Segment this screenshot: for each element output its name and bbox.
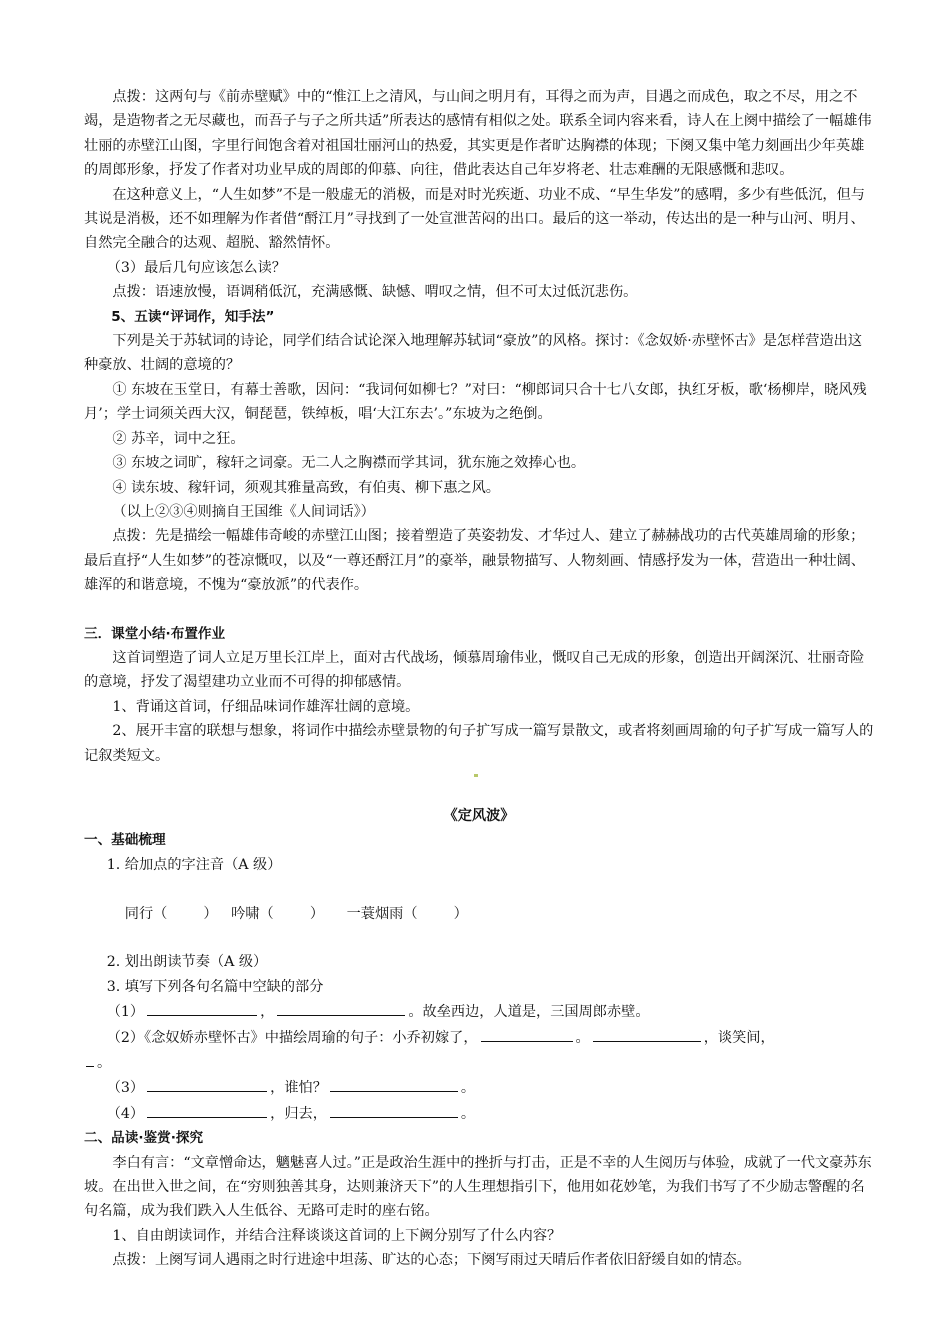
pinyin-blank[interactable]: （ ） — [259, 905, 325, 922]
paragraph-meaning: 在这种意义上，“人生如梦”不是一般虚无的消极，而是对时光疾逝、功业不成、“早生华发”的感喟，多少有些低沉，但与其说是消极，还不如理解为作者借“酹江月”寻找到了一处宣泄苦闷的出口。最后的这一举动，传达出的是一种与山河、明月、自然完全融合的达观、超脱、豁然情怀。 — [84, 186, 865, 252]
fill-2: （2）《念奴娇赤壁怀古》中描绘周瑜的句子：小乔初嫁了， 。 ，谈笑间， — [84, 1025, 874, 1050]
pinyin-row — [84, 877, 874, 950]
fill-blank[interactable] — [330, 1101, 458, 1118]
fill-blank[interactable] — [147, 1101, 267, 1118]
word-yisuoyanyu: 一蓑烟雨 — [346, 905, 404, 922]
section-basic-heading: 一、基础梳理 — [84, 832, 166, 849]
paragraph-discussion: 下列是关于苏轼词的诗论，同学们结合试论深入地理解苏轼词“豪放”的风格。探讨：《念奴娇·赤壁怀古》是怎样营造出这种豪放、壮阔的意境的？ — [84, 333, 863, 374]
fill-blank[interactable] — [147, 999, 257, 1016]
task-2: 2. 划出朗读节奏（A 级） — [106, 954, 268, 971]
comment-3: ③ 东坡之词旷，稼轩之词豪。无二人之胸襟而学其词，犹东施之效捧心也。 — [112, 455, 586, 472]
task-3: 3. 填写下列各句名篇中空缺的部分 — [106, 978, 324, 995]
word-tongxing: 同行 — [124, 905, 154, 922]
summary: 这首词塑造了词人立足万里长江岸上，面对古代战场，倾慕周瑜伟业，慨叹自己无成的形象，创造出开阔深沉、壮丽奇险的意境，抒发了渴望建功立业而不可得的抑郁感情。 — [84, 649, 865, 691]
document-page — [84, 85, 874, 1273]
fill-blank[interactable] — [147, 1075, 267, 1092]
pinyin-blank[interactable]: （ ） — [403, 905, 468, 922]
intro-paragraph: 李白有言：“文章憎命达，魑魅喜人过。”正是政治生涯中的挫折与打击，正是不幸的人生阅历与体验，成就了一代文豪苏东坡。在出世入世之间，在“穷则独善其身，达则兼济天下”的人生理想指引下，他用如花妙笔，为我们书写了不少励志警醒的名句名篇，成为我们跌入人生低谷、无路可走时的座右铭。 — [84, 1154, 872, 1220]
fill-blank[interactable] — [86, 1050, 94, 1067]
fill-3: （3） ，谁怕？ 。 — [84, 1075, 874, 1100]
homework-1: 1、背诵这首词，仔细品味词作雄浑壮阔的意境。 — [112, 698, 420, 715]
fill-blank[interactable] — [277, 999, 405, 1016]
answer-3: 点拨：语速放慢，语调稍低沉，充满感慨、缺憾、喟叹之情，但不可太过低沉悲伤。 — [112, 284, 638, 301]
question-3: （3）最后几句应该怎么读？ — [106, 259, 286, 276]
fill-4: （4） ，归去， 。 — [84, 1101, 874, 1126]
comment-2: ② 苏辛，词中之狂。 — [112, 430, 245, 447]
section-5-heading: 5、五读“评词作，知手法” — [111, 308, 275, 325]
comment-4: ④ 读东坡、稼轩词，须观其雅量高致，有伯夷、柳下惠之风。 — [112, 479, 500, 496]
scan-mark — [474, 774, 478, 777]
spacer — [84, 598, 874, 622]
section-3-heading: 三．课堂小结·布置作业 — [84, 625, 226, 642]
section-appreciation-heading: 二、品读·鉴赏·探究 — [84, 1130, 204, 1147]
pinyin-blank[interactable]: （ ） — [153, 905, 218, 922]
paragraph-hint-2: 点拨：先是描绘一幅雄伟奇峻的赤壁江山图；接着塑造了英姿勃发、才华过人、建立了赫赫战功的古代英雄周瑜的形象；最后直抒“人生如梦”的苍凉慨叹，以及“一尊还酹江月”的豪举，融景物描写、人物刻画、情感抒发为一体，营造出一种壮阔、雄浑的和谐意境，不愧为“豪放派”的代表作。 — [84, 528, 865, 594]
spacer — [84, 768, 874, 784]
comment-source: （以上②③④则摘自王国维《人间词话》） — [112, 503, 375, 520]
fill-1: （1） ， 。故垒西边，人道是，三国周郎赤壁。 — [84, 999, 874, 1024]
spacer — [84, 784, 874, 804]
question-1: 1、自由朗读词作，并结合注释谈谈这首词的上下阙分别写了什么内容？ — [112, 1227, 562, 1244]
task-1: 1. 给加点的字注音（A 级） — [106, 856, 282, 873]
fill-2-cont: 。 — [84, 1050, 874, 1075]
poem-title: 《定风波》 — [443, 807, 515, 824]
homework-2: 2、展开丰富的联想与想象，将词作中描绘赤壁景物的句子扩写成一篇写景散文，或者将刻画周瑜的句子扩写成一篇写人的记叙类短文。 — [84, 723, 874, 764]
paragraph-hint-1: 点拨：这两句与《前赤壁赋》中的“惟江上之清风，与山间之明月有，耳得之而为声，目遇之而成色，取之不尽，用之不竭，是造物者之无尽藏也，而吾子与子之所共适”所表达的感情有相似之处。联系全词内容来看，诗人在上阕中描绘了一幅雄伟壮丽的赤壁江山图，字里行间饱含着对祖国壮丽河山的热爱，其实更是作者旷达胸襟的体现；下阕又集中笔力刻画出少年英雄的周郎形象，抒发了作者对功业早成的周郎的仰慕、向往，借此表达自己年岁将老、壮志难酬的无限感慨和悲叹。 — [84, 89, 872, 179]
answer-1: 点拨：上阕写词人遇雨之时行进途中坦荡、旷达的心态；下阕写雨过天晴后作者依旧舒缓自如的情态。 — [112, 1252, 751, 1269]
fill-blank[interactable] — [481, 1025, 573, 1042]
word-yinxiao: 吟啸 — [231, 905, 260, 922]
fill-blank[interactable] — [330, 1075, 458, 1092]
fill-blank[interactable] — [593, 1025, 701, 1042]
comment-1: ① 东坡在玉堂日，有幕士善歌，因问：“我词何如柳七？”对曰：“柳郎词只合十七八女郎，执红牙板，歌‘杨柳岸，晓风残月’；学士词须关西大汉，铜琵琶，铁绰板，唱‘大江东去’。”东坡为之绝倒。 — [84, 381, 867, 423]
